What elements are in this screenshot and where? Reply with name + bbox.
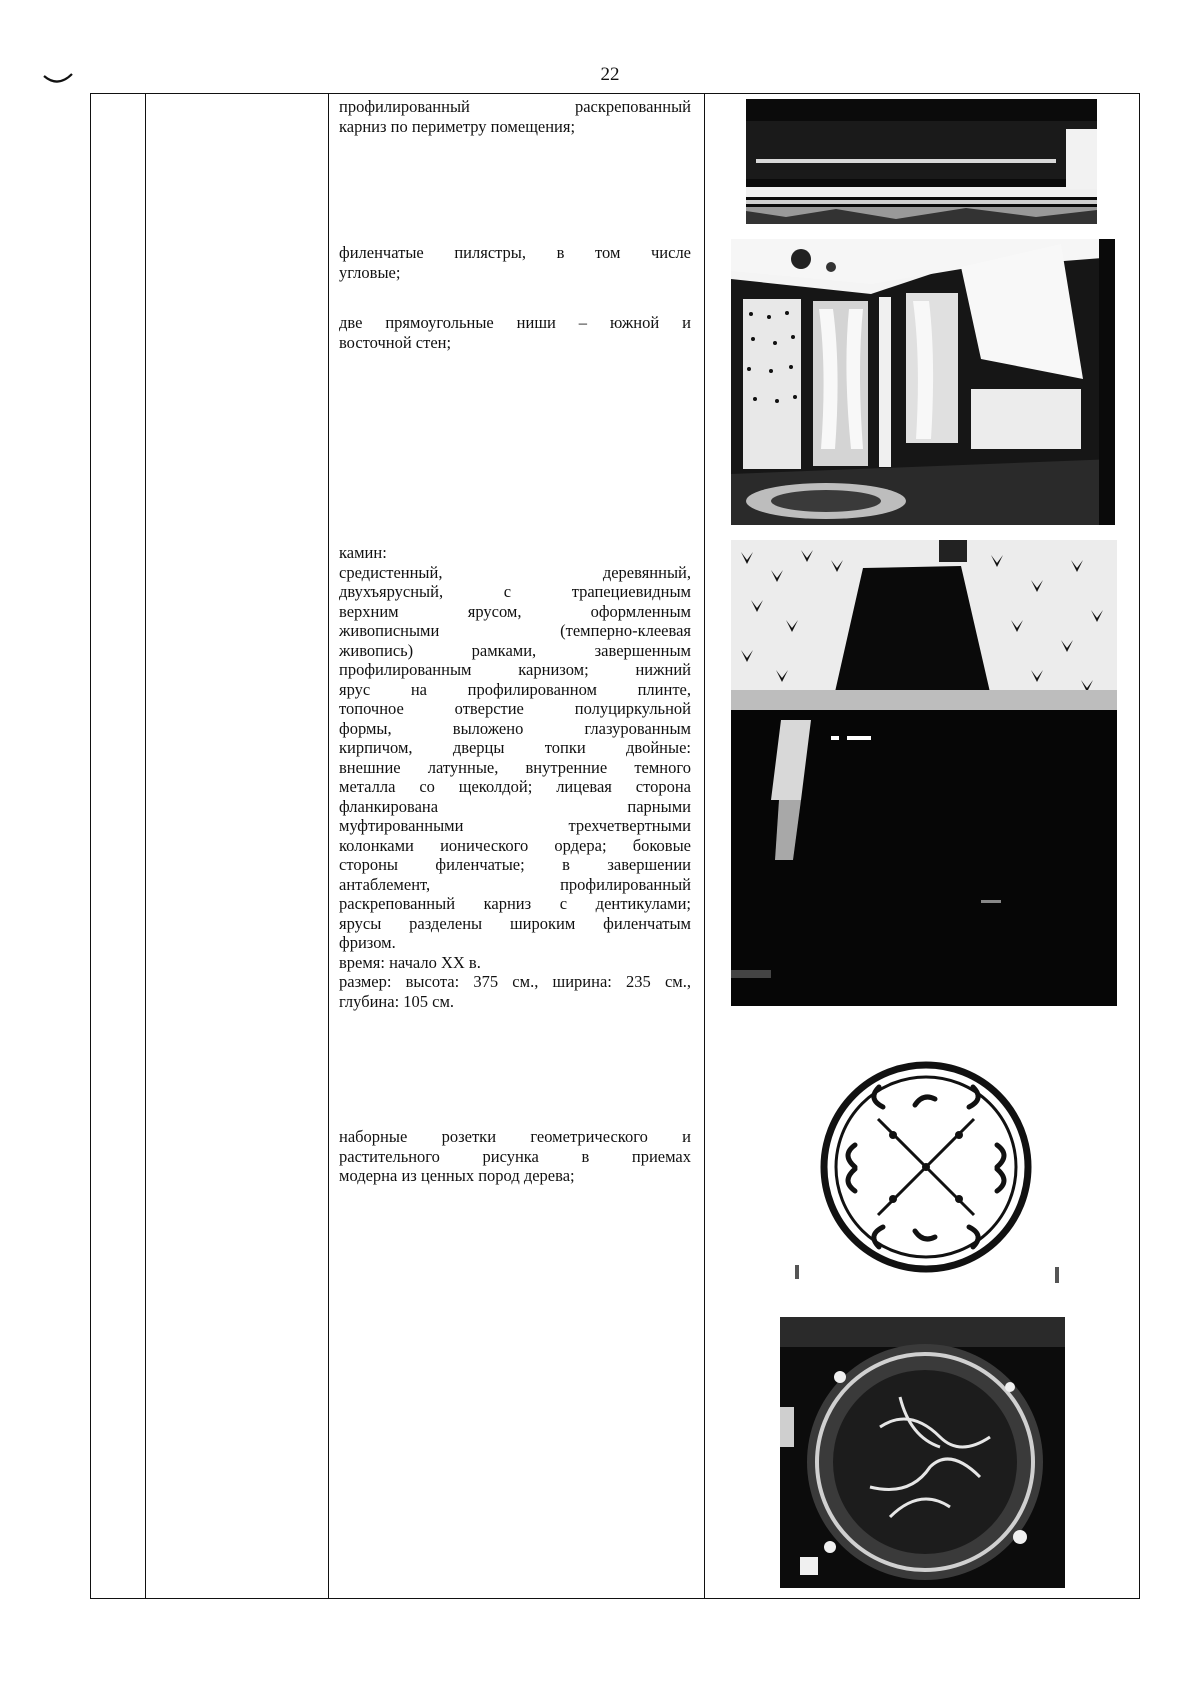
fireplace-line: фланкирована парными xyxy=(339,796,691,816)
rosettes-description xyxy=(339,1127,691,1186)
pilasters-line-2: угловые; xyxy=(339,262,401,282)
fireplace-line: колонками ионического ордера; боковые xyxy=(339,835,691,855)
cornice-line-1: профилированный раскрепованный xyxy=(339,97,691,116)
fireplace-line: ярус на профилированном плинте, xyxy=(339,679,691,699)
rosettes-line-3: модерна из ценных пород дерева; xyxy=(339,1166,575,1185)
page-number: 22 xyxy=(600,64,620,85)
niches-line-2: восточной стен; xyxy=(339,332,452,352)
niches-description xyxy=(339,313,691,352)
room-pilasters-photo xyxy=(731,239,1115,525)
cornice-line-2: карниз по периметру помещения; xyxy=(339,116,576,136)
fireplace-line: профилированным карнизом; нижний xyxy=(339,660,691,679)
column-divider-1 xyxy=(145,93,146,1599)
fireplace-line: двухъярусный, с трапециевидным xyxy=(339,582,691,601)
corner-mark xyxy=(40,66,76,90)
fireplace-line: металла со щеколдой; лицевая сторона xyxy=(339,777,691,796)
column-divider-3 xyxy=(704,93,705,1599)
rosette-photo xyxy=(780,1317,1065,1588)
fireplace-size-line-1: размер: высота: 375 см., ширина: 235 см., xyxy=(339,972,691,991)
fireplace-line: фризом. xyxy=(339,933,396,952)
fireplace-time: время: начало XX в. xyxy=(339,952,481,972)
rosettes-line-2: растительного рисунка в приемах xyxy=(339,1146,691,1166)
fireplace-line: внешние латунные, внутренние темного xyxy=(339,757,691,777)
fireplace-line: антаблемент, профилированный xyxy=(339,874,691,894)
fireplace-size-line-2: глубина: 105 см. xyxy=(339,991,455,1011)
fireplace-line: средистенный, деревянный, xyxy=(339,562,691,582)
fireplace-description xyxy=(339,543,691,1011)
pilasters-description xyxy=(339,243,691,282)
column-divider-2 xyxy=(328,93,329,1599)
fireplace-line: раскрепованный карниз с дентикулами; xyxy=(339,894,691,913)
fireplace-line: живописными (темперно-клеевая xyxy=(339,621,691,640)
niches-line-1: две прямоугольные ниши – южной и xyxy=(339,313,691,332)
fireplace-line: ярусы разделены широким филенчатым xyxy=(339,913,691,933)
rosette-drawing xyxy=(775,1035,1077,1300)
fireplace-line: кирпичом, дверцы топки двойные: xyxy=(339,738,691,757)
fireplace-line: живопись) рамками, завершенным xyxy=(339,640,691,660)
rosettes-line-1: наборные розетки геометрического и xyxy=(339,1127,691,1146)
pilasters-line-1: филенчатые пилястры, в том числе xyxy=(339,243,691,262)
fireplace-line: топочное отверстие полуциркульной xyxy=(339,699,691,718)
fireplace-line: формы, выложено глазурованным xyxy=(339,718,691,738)
cornice-photo xyxy=(746,99,1097,224)
cornice-description xyxy=(339,97,691,136)
fireplace-heading: камин: xyxy=(339,543,387,562)
fireplace-line: верхним ярусом, оформленным xyxy=(339,601,691,621)
fireplace-photo xyxy=(731,540,1117,1006)
fireplace-line: стороны филенчатые; в завершении xyxy=(339,855,691,874)
fireplace-line: муфтированными трехчетвертными xyxy=(339,816,691,835)
